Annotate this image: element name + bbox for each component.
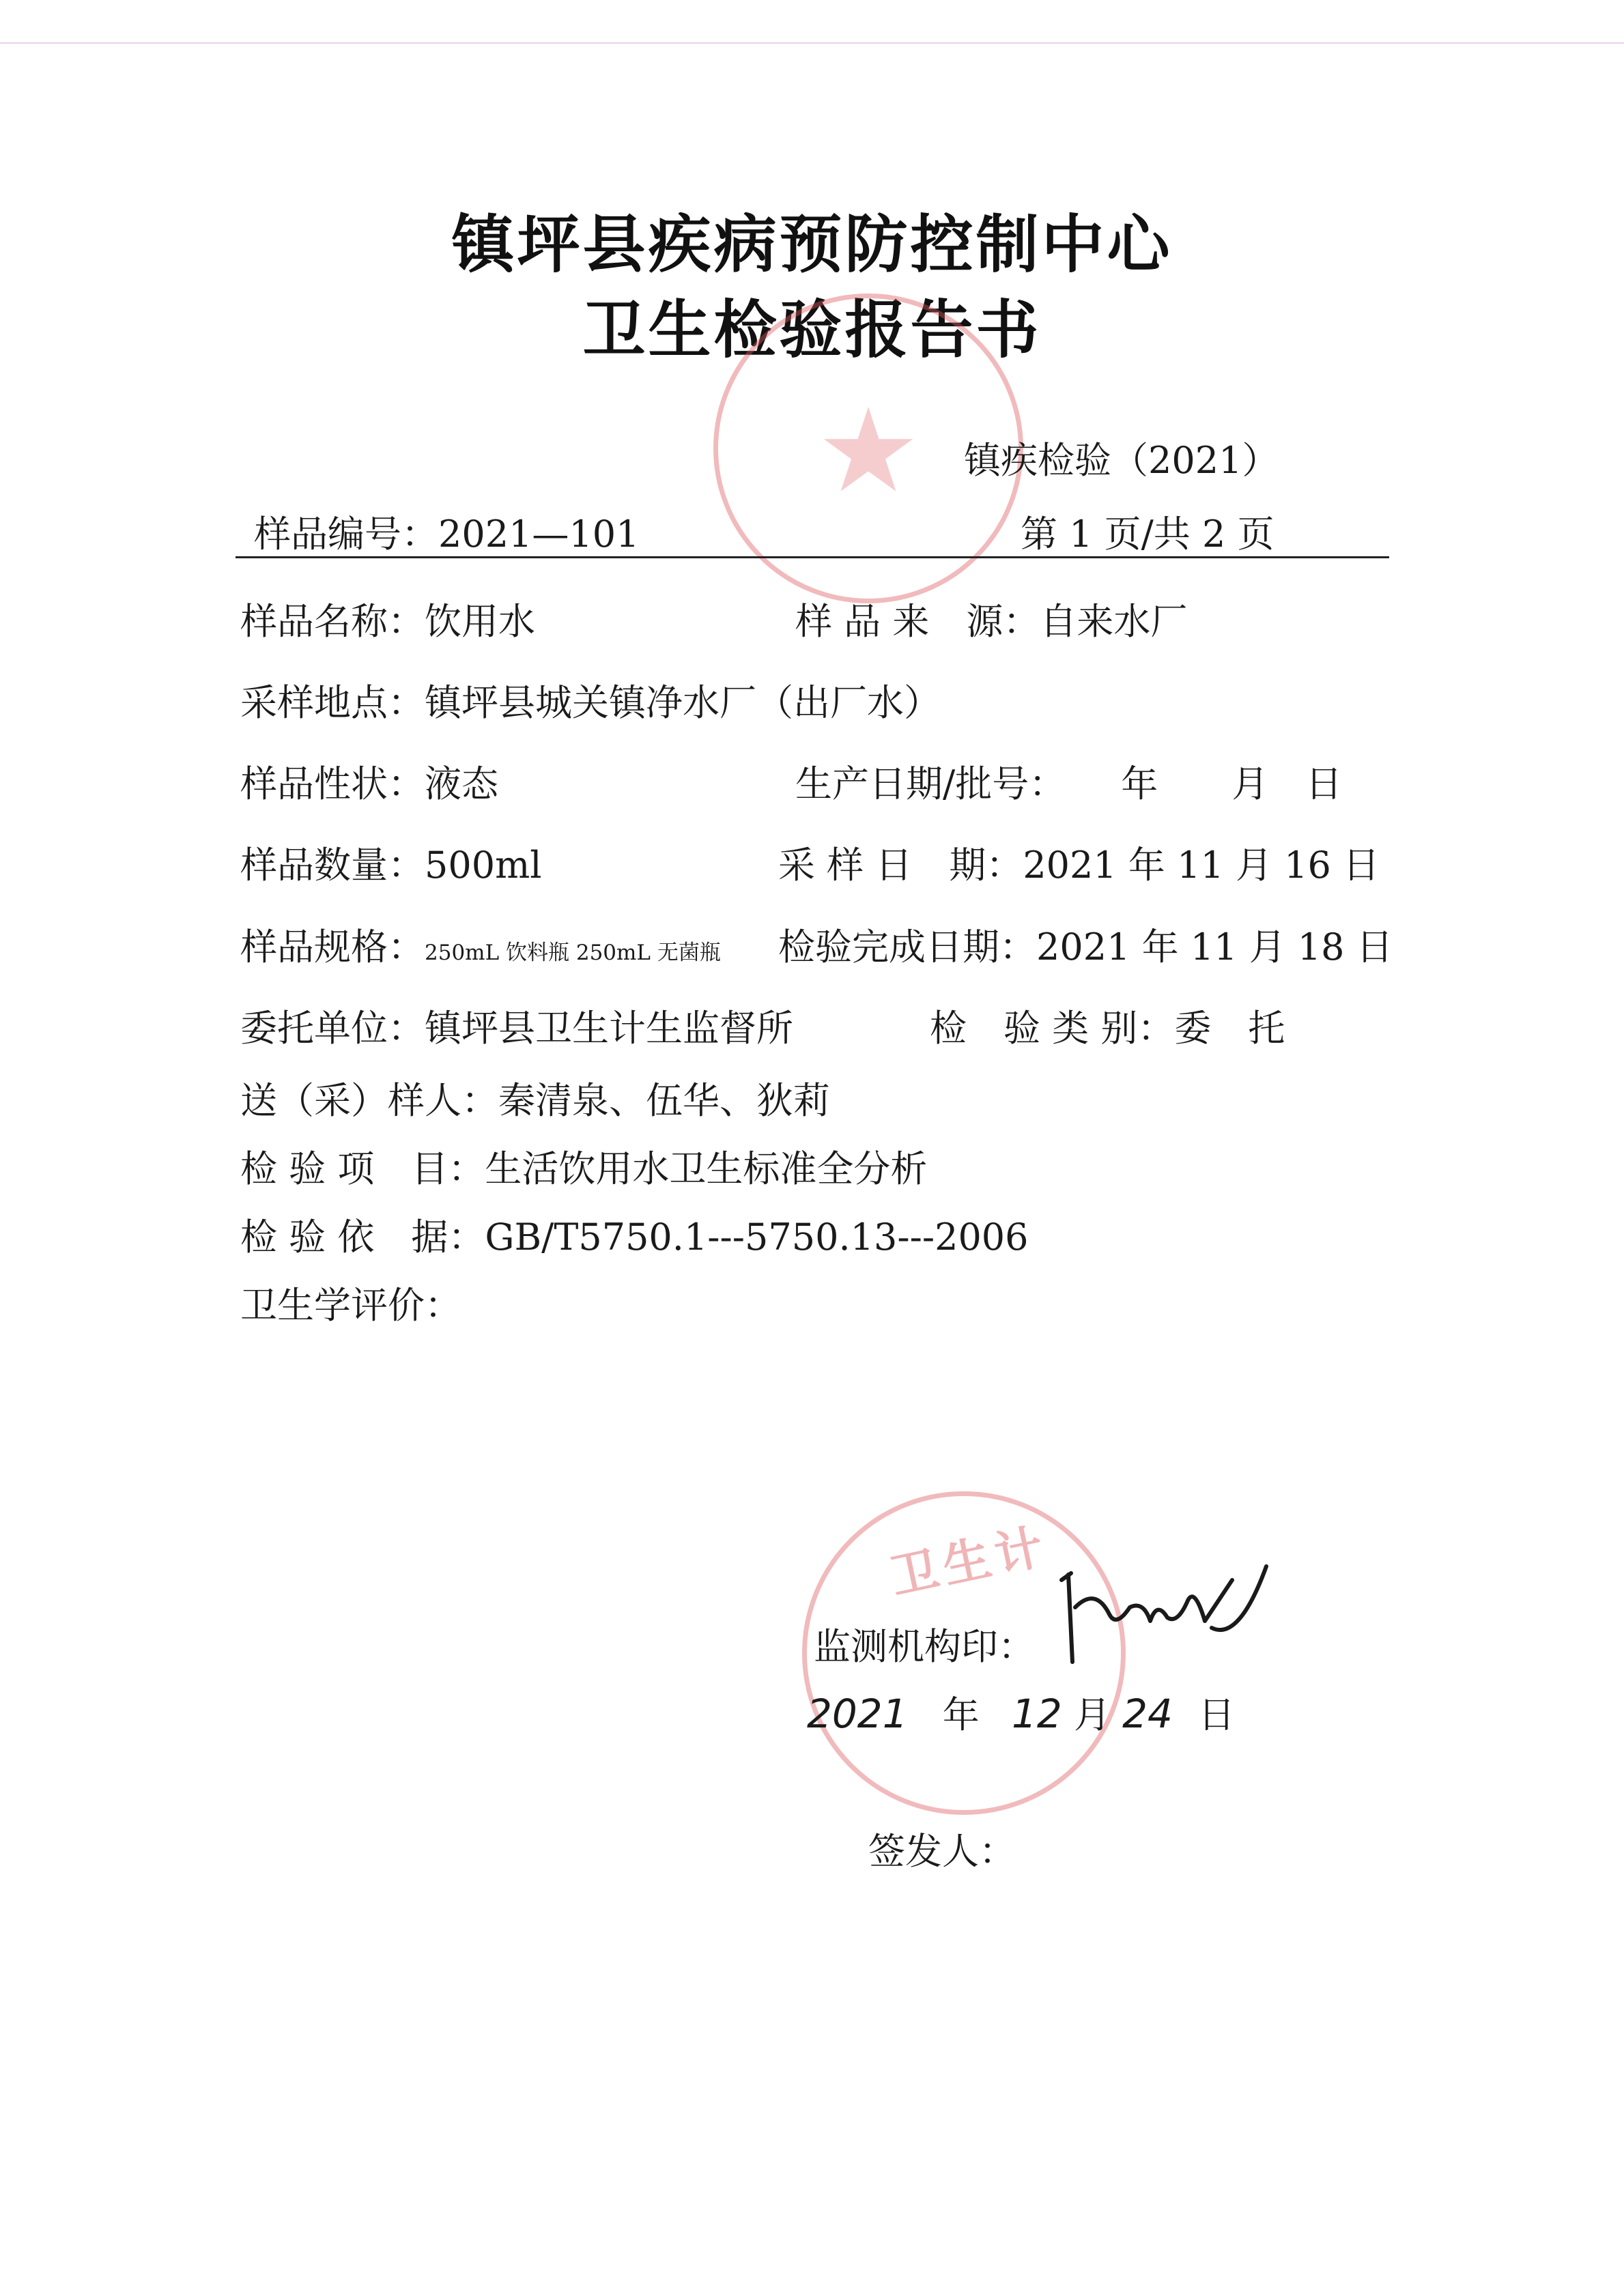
report-title-org: 镇坪县疾病预防控制中心 [451, 208, 1173, 281]
handwritten-signature [1048, 1560, 1273, 1669]
page-indicator: 第 1 页/共 2 页 [1021, 513, 1274, 556]
production-date: 生产日期/批号： 年 月 日 [795, 762, 1343, 805]
sample-name: 样品名称：饮用水 [240, 600, 535, 643]
test-complete-date: 检验完成日期：2021 年 11 月 18 日 [778, 925, 1393, 968]
institution-seal-label: 监测机构印： [814, 1625, 1035, 1668]
test-basis: 检 验 依 据：GB/T5750.1---5750.13---2006 [240, 1216, 1029, 1259]
sample-quantity: 样品数量：500ml [240, 844, 542, 887]
sample-source: 样 品 来 源：自来水厂 [795, 600, 1188, 643]
sample-number: 样品编号：2021—101 [254, 513, 640, 556]
sampling-date: 采 样 日 期：2021 年 11 月 16 日 [778, 844, 1380, 887]
issue-date: 2021 年 12 月 24 日 [807, 1691, 1236, 1737]
sample-spec [240, 918, 721, 971]
sample-spec-value: 250mL 饮料瓶 250mL 无菌瓶 [425, 941, 721, 965]
seal-star-icon: ★ [816, 384, 921, 519]
sampling-site: 采样地点：镇坪县城关镇净水厂（出厂水） [240, 681, 941, 724]
sample-state: 样品性状：液态 [240, 762, 498, 805]
handwritten-day: 24 [1122, 1691, 1173, 1737]
header-divider [236, 556, 1389, 558]
issuer-label: 签发人： [868, 1830, 1016, 1873]
seal-text: 卫生计 [885, 1517, 1054, 1606]
top-border-line [0, 42, 1624, 44]
handwritten-year: 2021 [807, 1691, 908, 1737]
report-title: 卫生检验报告书 [582, 293, 1042, 367]
hygiene-evaluation: 卫生学评价： [240, 1284, 461, 1327]
test-category: 检 验 类 别：委 托 [930, 1007, 1285, 1050]
client-unit: 委托单位：镇坪县卫生计生监督所 [240, 1007, 793, 1050]
test-item: 检 验 项 目：生活饮用水卫生标准全分析 [240, 1147, 928, 1190]
sample-spec-label: 样品规格： [240, 925, 425, 968]
sample-sender: 送（采）样人：秦清泉、伍华、狄莉 [240, 1079, 830, 1122]
document-number: 镇疾检验（2021） [964, 439, 1279, 482]
handwritten-month: 12 [1011, 1691, 1062, 1737]
